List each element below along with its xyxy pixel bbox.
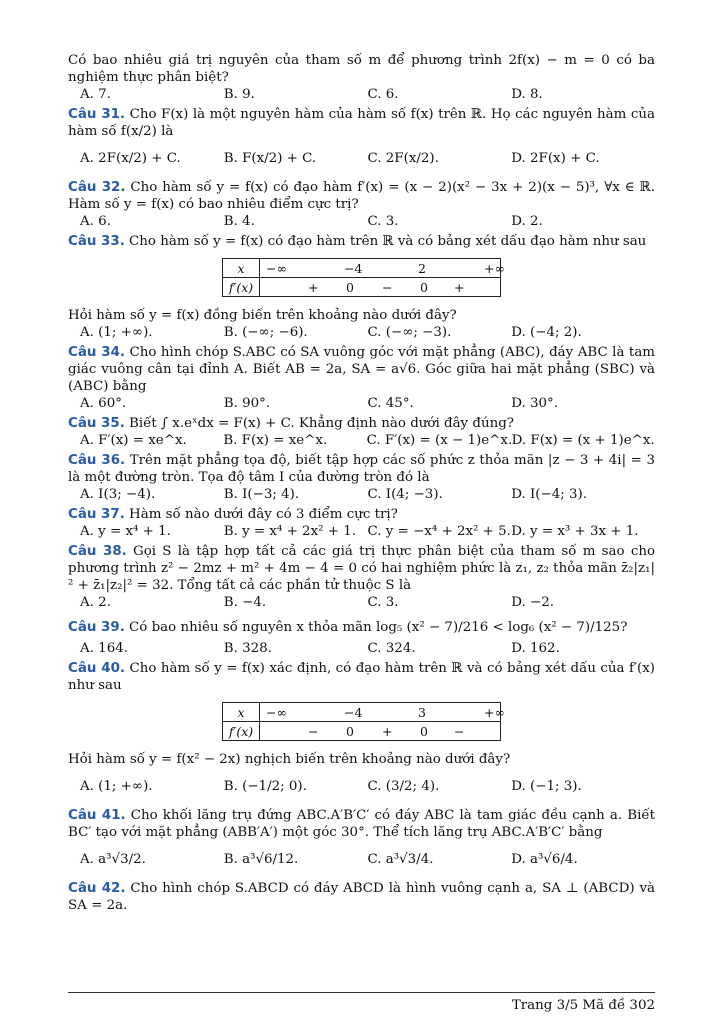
q32-option-a[interactable]: A. 6.	[80, 214, 111, 229]
q33-sign-table	[222, 258, 505, 297]
q31-option-d[interactable]: D. 2F(x) + C.	[511, 150, 600, 166]
q32-stem-text: Cho hàm số y = f(x) có đạo hàm f′(x) = (x − 2)(x² − 3x + 2)(x − 5)³, ∀x ∈ ℝ. Hàm số y = f(x) có bao nhiêu điểm cực trị?	[68, 180, 655, 212]
q32-option-c[interactable]: C. 3.	[367, 214, 399, 229]
q35-option-b[interactable]: B. F(x) = xe^x.	[223, 433, 328, 448]
q36-stem-text: Trên mặt phẳng tọa độ, biết tập hợp các số phức z thỏa mãn |z − 3 + 4i| = 3 là một đường tròn. Tọa độ tâm I của đường tròn đó là	[68, 453, 655, 485]
q31-option-b[interactable]: B. F(x/2) + C.	[223, 150, 317, 166]
q39-options	[80, 640, 655, 657]
q33-table-fprime-header: f′(x)	[223, 278, 260, 297]
q37-option-d[interactable]: D. y = x³ + 3x + 1.	[511, 524, 639, 539]
q38-stem	[68, 543, 655, 594]
q30-stem-text: Có bao nhiêu giá trị nguyên của tham số m để phương trình 2f(x) − m = 0 có ba nghiệm thực phân biệt?	[68, 53, 655, 85]
q33-label: Câu 33.	[68, 234, 125, 249]
q41-label: Câu 41.	[68, 808, 126, 823]
q30-stem	[68, 52, 655, 86]
q35-option-c[interactable]: C. F′(x) = (x − 1)e^x.	[366, 433, 513, 448]
q33-stem	[68, 233, 655, 250]
q34-label: Câu 34.	[68, 345, 126, 360]
q33-option-a[interactable]: A. (1; +∞).	[80, 325, 153, 340]
q40-table-x-header: x	[223, 703, 260, 722]
q38-stem-text: Gọi S là tập hợp tất cả các giá trị thực phân biệt của tham số m sao cho phương trình z² − 2mz + m² + 4m − 4 = 0 có hai nghiệm phức là z₁, z₂ thỏa mãn z̄₂|z₁|² + z̄₁|z₂|² = 32. Tổng tất cả các phần tử thuộc S là	[68, 544, 656, 593]
page-footer	[68, 992, 655, 1013]
q37-option-b[interactable]: B. y = x⁴ + 2x² + 1.	[223, 524, 357, 539]
q41-options	[80, 841, 655, 877]
q34-stem	[68, 344, 655, 395]
q33-table-x-header: x	[223, 259, 260, 278]
q33-x-value: −∞	[266, 260, 287, 276]
q37-option-c[interactable]: C. y = −x⁴ + 2x² + 5.	[367, 524, 511, 539]
q31-options	[80, 140, 655, 176]
q40-x-value: −4	[344, 704, 363, 720]
q40-options	[80, 768, 655, 804]
q36-stem	[68, 452, 655, 486]
q33-option-c[interactable]: C. (−∞; −3).	[367, 325, 452, 340]
q33-sign: 0	[346, 279, 354, 295]
q33-option-d[interactable]: D. (−4; 2).	[511, 325, 582, 340]
q40-sign: +	[382, 723, 393, 739]
q39-option-d[interactable]: D. 162.	[511, 641, 560, 656]
q41-option-c[interactable]: C. a³√3/4.	[367, 851, 434, 867]
q33-sign: +	[308, 279, 319, 295]
q35-option-d[interactable]: D. F(x) = (x + 1)e^x.	[511, 433, 655, 448]
q40-option-c[interactable]: C. (3/2; 4).	[367, 778, 440, 794]
q37-option-a[interactable]: A. y = x⁴ + 1.	[80, 524, 171, 539]
q33-x-value: +∞	[484, 260, 505, 276]
q41-option-d[interactable]: D. a³√6/4.	[511, 851, 578, 867]
q33-question: Hỏi hàm số y = f(x) đồng biến trên khoảng nào dưới đây?	[68, 308, 457, 323]
q42-stem	[68, 880, 655, 914]
q31-stem	[68, 106, 655, 140]
q41-option-b[interactable]: B. a³√6/12.	[223, 851, 299, 867]
q32-options	[80, 213, 655, 230]
q39-option-b[interactable]: B. 328.	[223, 641, 272, 656]
q35-stem-text: Biết ∫ x.eˣdx = F(x) + C. Khẳng định nào dưới đây đúng?	[129, 416, 514, 431]
q37-options	[80, 523, 655, 540]
q33-option-b[interactable]: B. (−∞; −6).	[223, 325, 308, 340]
q34-stem-text: Cho hình chóp S.ABC có SA vuông góc với mặt phẳng (ABC), đáy ABC là tam giác vuông cân tại đỉnh A. Biết AB = 2a, SA = a√6. Góc giữa hai mặt phẳng (SBC) và (ABC) bằng	[68, 345, 655, 394]
q36-options	[80, 486, 655, 503]
q35-stem	[68, 415, 655, 432]
q40-x-value: +∞	[484, 704, 505, 720]
q30-option-b[interactable]: B. 9.	[223, 87, 255, 102]
q32-label: Câu 32.	[68, 180, 126, 195]
q38-options	[80, 594, 655, 611]
q34-option-b[interactable]: B. 90°.	[223, 396, 271, 411]
q40-table-fprime-header: f′(x)	[223, 722, 260, 741]
q31-stem-text: Cho F(x) là một nguyên hàm của hàm số f(x) trên ℝ. Họ các nguyên hàm của hàm số f(x/2) là	[68, 107, 655, 139]
q39-label: Câu 39.	[68, 620, 125, 635]
q36-option-a[interactable]: A. I(3; −4).	[80, 487, 156, 502]
q38-option-b[interactable]: B. −4.	[223, 595, 267, 610]
q37-label: Câu 37.	[68, 507, 125, 522]
q39-stem	[68, 619, 655, 636]
q35-option-a[interactable]: A. F′(x) = xe^x.	[80, 433, 187, 448]
q40-sign: 0	[346, 723, 354, 739]
q38-option-d[interactable]: D. −2.	[511, 595, 555, 610]
q41-stem-text: Cho khối lăng trụ đứng ABC.A′B′C′ có đáy ABC là tam giác đều cạnh a. Biết BC′ tạo với mặt phẳng (ABB′A′) một góc 30°. Thể tích lăng trụ ABC.A′B′C′ bằng	[68, 808, 656, 840]
q42-stem-text: Cho hình chóp S.ABCD có đáy ABCD là hình vuông cạnh a, SA ⊥ (ABCD) và SA = 2a.	[68, 881, 655, 913]
q39-stem-text: Có bao nhiêu số nguyên x thỏa mãn log₅ (x² − 7)/216 < log₆ (x² − 7)/125?	[129, 620, 628, 635]
q34-option-a[interactable]: A. 60°.	[80, 396, 127, 411]
q33-sign: +	[454, 279, 465, 295]
q33-options	[80, 324, 655, 341]
q40-option-b[interactable]: B. (−1/2; 0).	[223, 778, 307, 794]
q36-option-b[interactable]: B. I(−3; 4).	[223, 487, 300, 502]
q40-sign: 0	[420, 723, 428, 739]
q32-stem	[68, 179, 655, 213]
q37-stem	[68, 506, 655, 523]
q31-label: Câu 31.	[68, 107, 126, 122]
q40-sign: −	[308, 723, 319, 739]
q35-label: Câu 35.	[68, 416, 125, 431]
q40-option-d[interactable]: D. (−1; 3).	[511, 778, 582, 794]
q33-sign: 0	[420, 279, 428, 295]
q30-option-c[interactable]: C. 6.	[367, 87, 399, 102]
q34-options	[80, 395, 655, 412]
q30-option-a[interactable]: A. 7.	[80, 87, 111, 102]
q34-option-d[interactable]: D. 30°.	[511, 396, 559, 411]
q39-option-c[interactable]: C. 324.	[367, 641, 416, 656]
q39-option-a[interactable]: A. 164.	[80, 641, 128, 656]
q42-label: Câu 42.	[68, 881, 126, 896]
q40-stem	[68, 660, 655, 694]
q31-option-a[interactable]: A. 2F(x/2) + C.	[80, 150, 181, 166]
q34-option-c[interactable]: C. 45°.	[367, 396, 414, 411]
q38-option-c[interactable]: C. 3.	[367, 595, 399, 610]
q35-options	[80, 432, 655, 449]
q36-label: Câu 36.	[68, 453, 126, 468]
q40-x-value: 3	[418, 704, 426, 720]
q38-label: Câu 38.	[68, 544, 127, 559]
q32-option-d[interactable]: D. 2.	[511, 214, 543, 229]
page-number: Trang 3/5 Mã đề 302	[511, 998, 655, 1013]
q33-sign: −	[382, 279, 393, 295]
q30-options	[80, 86, 655, 103]
q40-label: Câu 40.	[68, 661, 125, 676]
q33-x-value: 2	[418, 260, 426, 276]
q37-stem-text: Hàm số nào dưới đây có 3 điểm cực trị?	[129, 507, 398, 522]
q40-sign-table	[222, 702, 505, 741]
q36-option-d[interactable]: D. I(−4; 3).	[511, 487, 588, 502]
q38-option-a[interactable]: A. 2.	[80, 595, 111, 610]
q36-option-c[interactable]: C. I(4; −3).	[367, 487, 443, 502]
q32-option-b[interactable]: B. 4.	[223, 214, 255, 229]
q33-x-value: −4	[344, 260, 363, 276]
q40-stem-text: Cho hàm số y = f(x) xác định, có đạo hàm trên ℝ và có bảng xét dấu của f′(x) như sau	[68, 661, 656, 693]
q41-option-a[interactable]: A. a³√3/2.	[80, 851, 146, 867]
q40-sign: −	[454, 723, 465, 739]
q41-stem	[68, 807, 655, 841]
q40-x-value: −∞	[266, 704, 287, 720]
q30-option-d[interactable]: D. 8.	[511, 87, 543, 102]
q40-option-a[interactable]: A. (1; +∞).	[80, 778, 153, 794]
q40-question: Hỏi hàm số y = f(x² − 2x) nghịch biến trên khoảng nào dưới đây?	[68, 752, 511, 767]
exam-page	[68, 52, 655, 914]
q31-option-c[interactable]: C. 2F(x/2).	[367, 150, 439, 166]
q33-stem-text: Cho hàm số y = f(x) có đạo hàm trên ℝ và có bảng xét dấu đạo hàm như sau	[129, 234, 647, 249]
